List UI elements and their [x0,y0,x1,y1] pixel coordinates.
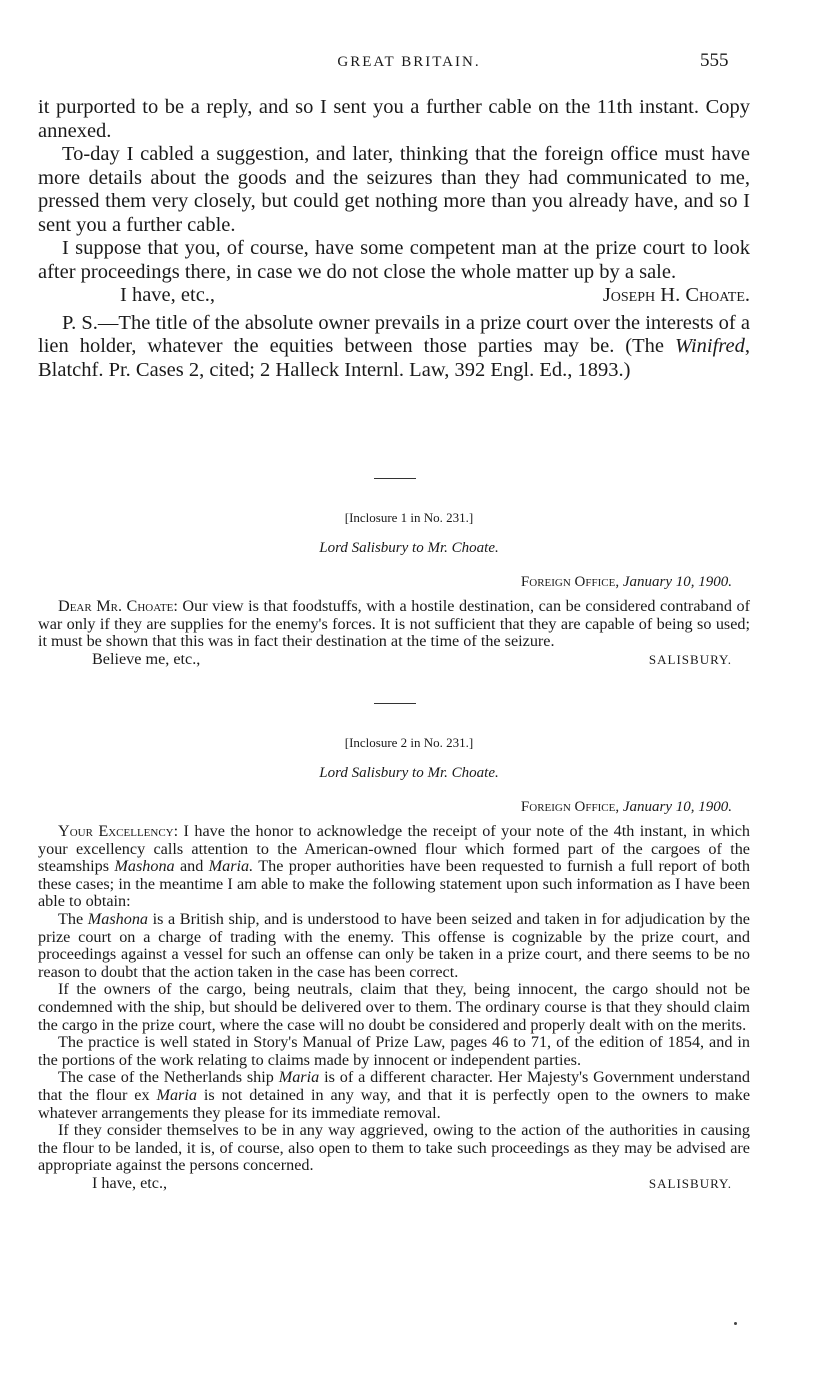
section-divider [374,703,416,704]
paragraph: I suppose that you, of course, have some competent man at the prize court to look after proceedings there, in case we do not close the whole matter up by a sale. [38,237,750,283]
paragraph: The practice is well stated in Story's Manual of Prize Law, pages 46 to 71, of the edition of 1854, and in the portions of the work relating to claims made by innocent or independent parties. [38,1033,750,1069]
running-header: GREAT BRITAIN. [337,54,481,70]
page-mark [734,1322,737,1325]
salutation: Dear Mr. Choate: [58,597,178,615]
case-name: Winifred [675,335,745,357]
paragraph: If the owners of the cargo, being neutrals, claim that they, being innocent, the cargo should not be condemned with the ship, but should be delivered over to them. The ordinary course is that they should claim the cargo in the prize court, where the case will no doubt be considered and properly dealt with on the merits. [38,980,750,1034]
inclosure-2-label: [Inclosure 2 in No. 231.] [344,735,474,750]
closing: I have, etc., [120,284,216,306]
signature: Joseph H. Choate. [602,284,750,306]
paragraph: Dear Mr. Choate: Our view is that foodstuffs, with a hostile destination, can be considered contraband of war only if they are supplies for the enemy's forces. It is not sufficient that they are capable of being so used; it must be shown that this was in fact their destination at the time of the seizure. [38,597,750,651]
signature: SALISBURY. [648,651,732,667]
salutation: Your Excellency: [58,822,179,840]
inclosure-1-body [38,598,750,669]
ship-name: Maria [278,1068,320,1087]
paragraph: The Mashona is a British ship, and is understood to have been seized and taken in for adjudication by the prize court on a charge of trading with the enemy. This offense is cognizable by the prize court, and proceedings against a vessel for such an offense can only be taken in a prize court, and there seems to be no reason to doubt that the action taken in the case has been correct. [38,909,750,981]
postscript: P. S.—The title of the absolute owner prevails in a prize court over the interests of a lien holder, whatever the equities between those parties may be. (The Winifred, Blatchf. Pr. Cases 2, cited; 2 Halleck Internl. Law, 392 Engl. Ed., 1893.) [38,311,750,381]
paragraph: Your Excellency: I have the honor to acknowledge the receipt of your note of the 4th instant, in which your excellency calls attention to the American-owned flour which formed part of the cargoes of the steamships Mashona and Maria. The proper authorities have been requested to furnish a full report of both these cases; in the meantime I am able to make the following statement upon such information as I have been able to obtain: [38,822,751,911]
ship-name: Maria [156,1085,197,1104]
ship-name: Maria. [208,857,254,876]
signature: SALISBURY. [648,1175,732,1191]
inclosure-2-dateline: Foreign Office, January 10, 1900. [520,799,732,815]
inclosure-1-label: [Inclosure 1 in No. 231.] [344,510,474,525]
inclosure-2-addressee: Lord Salisbury to Mr. Choate. [319,765,499,781]
paragraph: it purported to be a reply, and so I sent you a further cable on the 11th instant. Copy annexed. [38,96,750,142]
choate-letter-continuation [38,96,750,382]
signature-row [38,1175,750,1193]
paragraph: If they consider themselves to be in any way aggrieved, owing to the action of the authorities in causing the flour to be landed, it is, of course, also open to them to take such proceedings as they may be advised are appropriate against the persons concerned. [38,1121,750,1175]
closing: I have, etc., [92,1173,168,1192]
closing: Believe me, etc., [92,649,201,668]
ship-name: Mashona [87,909,149,928]
page-number: 555 [700,50,729,71]
paragraph: The case of the Netherlands ship Maria is of a different character. Her Majesty's Government understand that the flour ex Maria is not detained in any way, and that it is perfectly open to the owners to make whatever arrangements they please for its immediate removal. [38,1068,750,1122]
paragraph: To-day I cabled a suggestion, and later, thinking that the foreign office must have more details about the goods and the seizures than they had communicated to me, pressed them very closely, but could get nothing more than you already have, and so I sent you a further cable. [38,143,750,236]
inclosure-1-addressee: Lord Salisbury to Mr. Choate. [319,540,499,556]
inclosure-1-dateline: Foreign Office, January 10, 1900. [520,574,732,590]
signature-row [38,651,750,669]
inclosure-2-body [38,823,750,1193]
section-divider [374,478,416,479]
signature-row [38,284,750,308]
ship-name: Mashona [114,857,175,876]
